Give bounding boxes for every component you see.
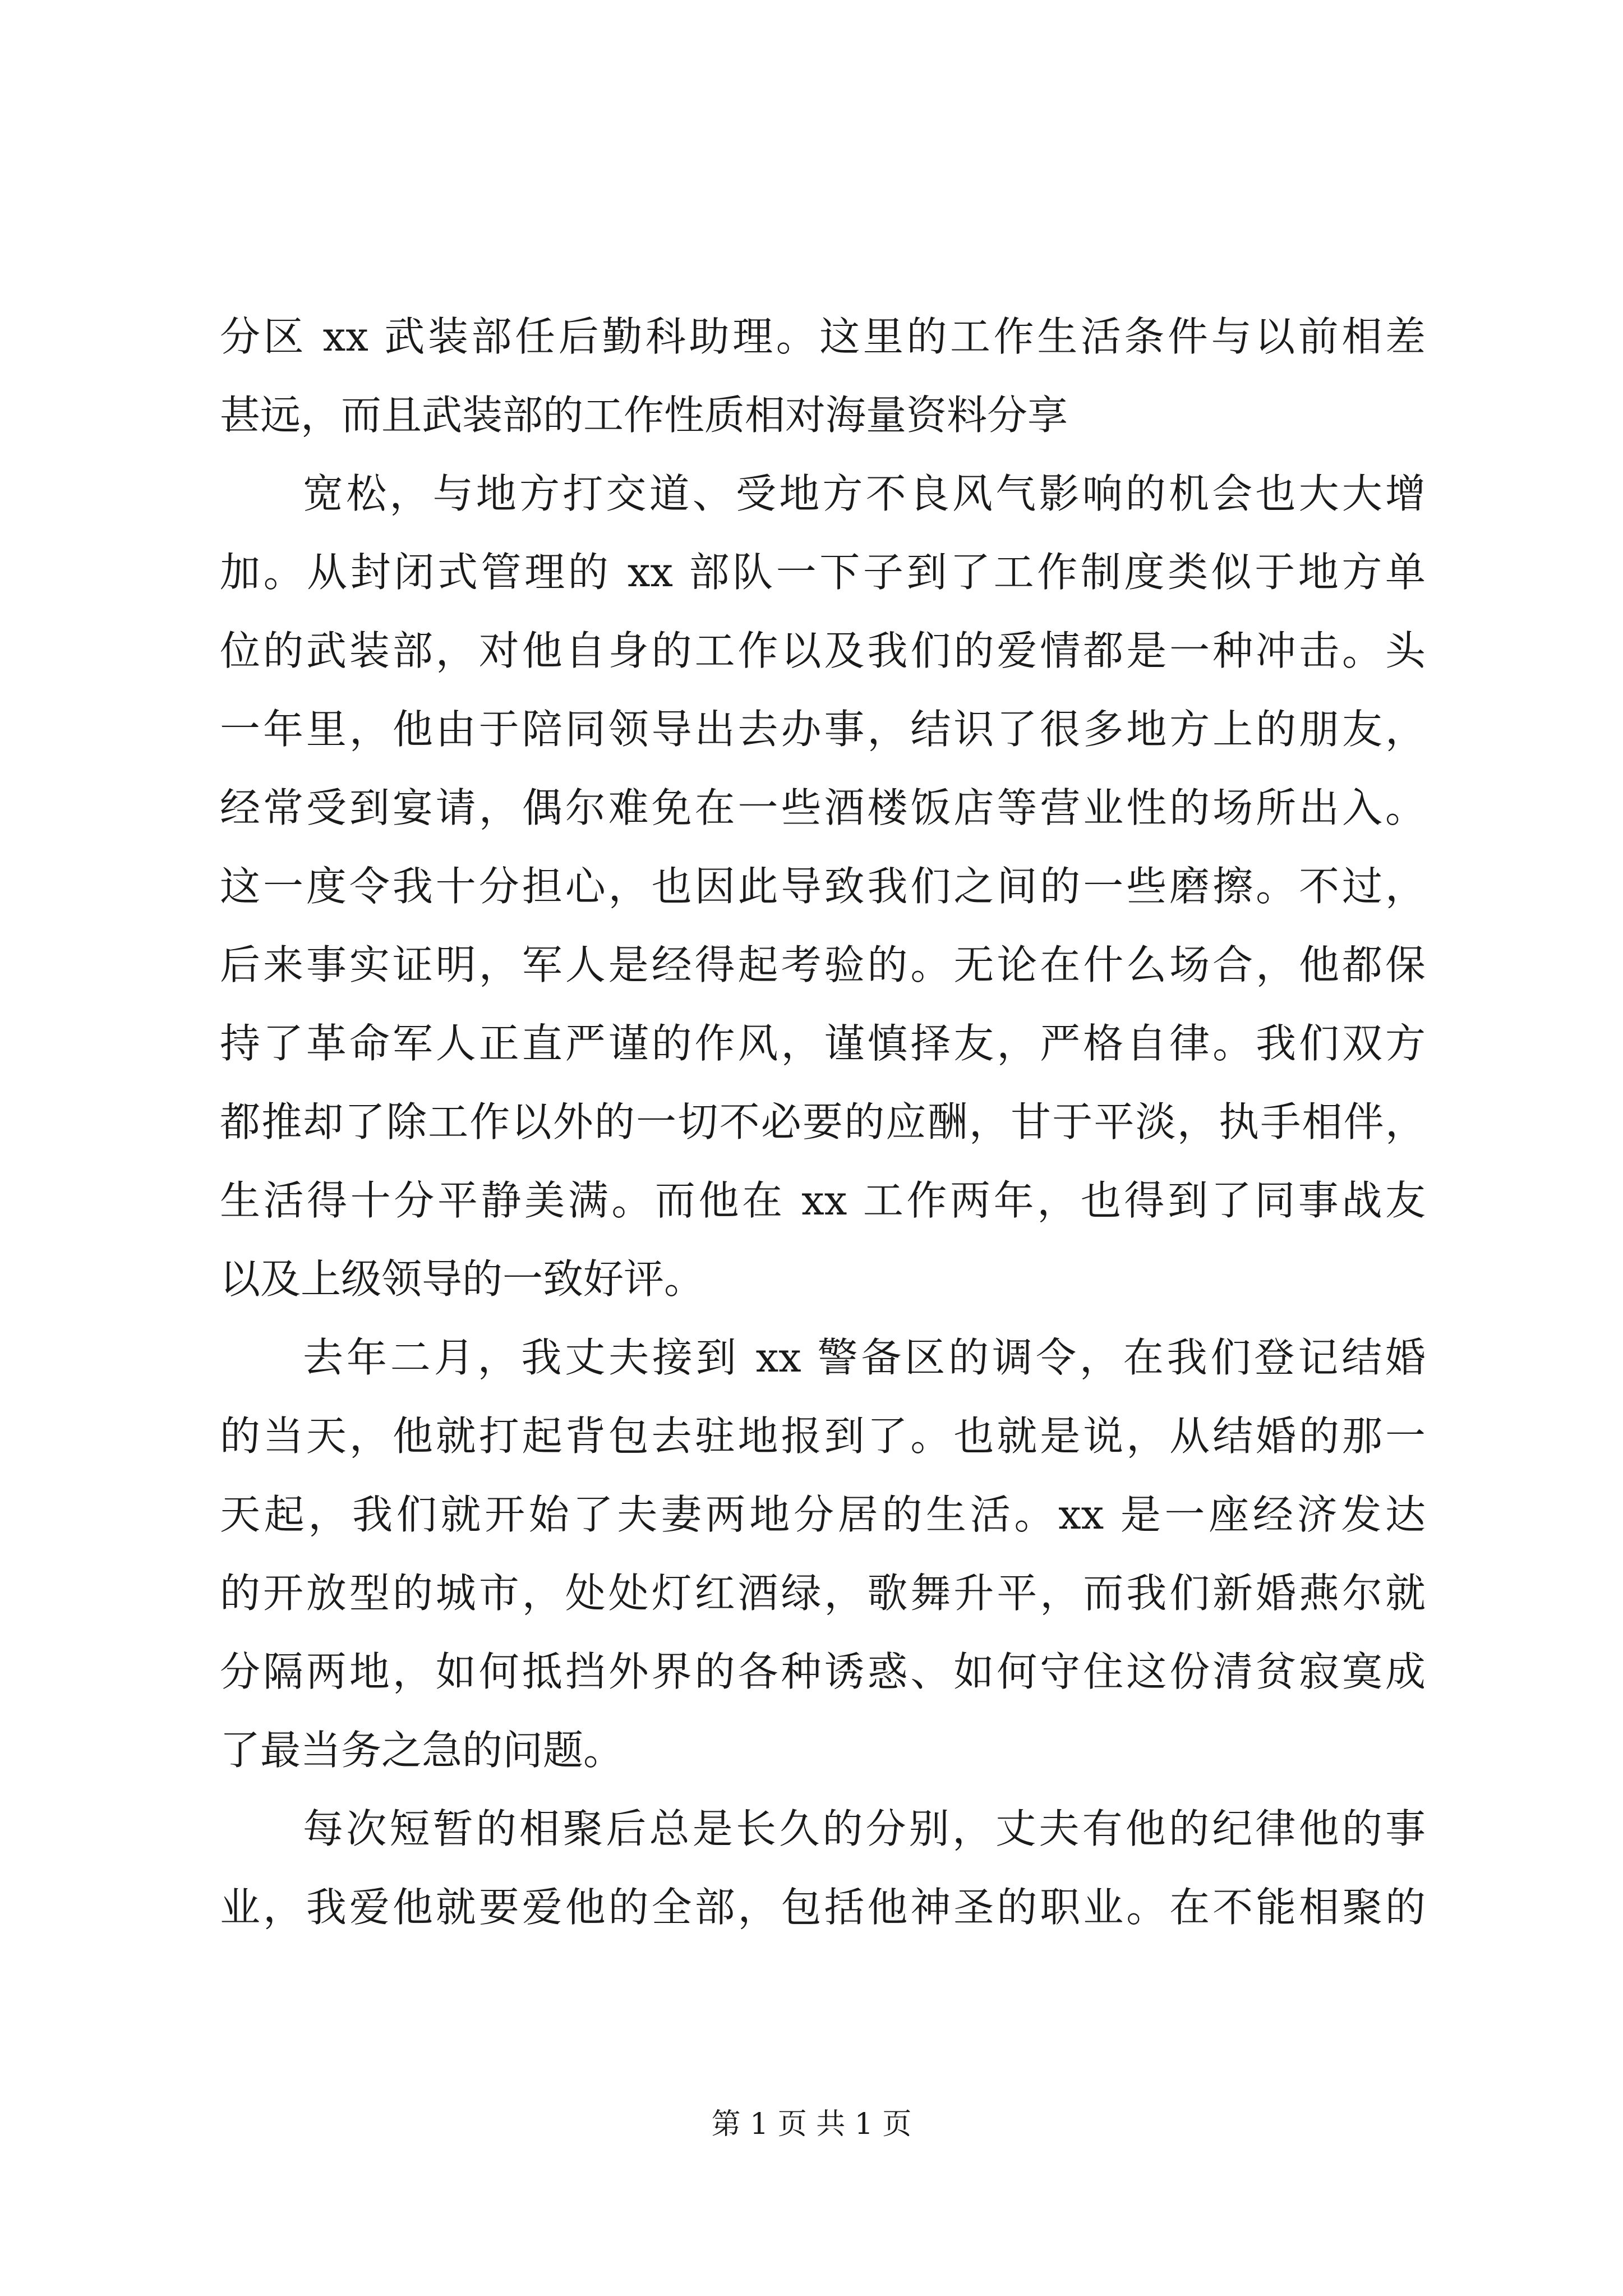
text-line: 以及上级领导的一致好评。 (220, 1255, 705, 1303)
paragraph-2 (220, 454, 1426, 1318)
text-line: 生活得十分平静美满。而他在 xx 工作两年，也得到了同事战友 (220, 1177, 1426, 1224)
text-line: 的开放型的城市，处处灯红酒绿，歌舞升平，而我们新婚燕尔就 (220, 1570, 1426, 1617)
text-line: 每次短暂的相聚后总是长久的分别，丈夫有他的纪律他的事 (303, 1805, 1426, 1852)
text-line: 都推却了除工作以外的一切不必要的应酬，甘于平淡，执手相伴， (220, 1098, 1426, 1145)
paragraph-3 (220, 1318, 1426, 1789)
paragraph-1 (220, 297, 1426, 454)
page-number-label: 第 1 页 共 1 页 (711, 2108, 912, 2141)
page-footer (0, 2105, 1623, 2144)
text-line: 一年里，他由于陪同领导出去办事，结识了很多地方上的朋友， (220, 706, 1426, 753)
text-line: 这一度令我十分担心，也因此导致我们之间的一些磨擦。不过， (220, 863, 1426, 910)
text-line: 后来事实证明，军人是经得起考验的。无论在什么场合，他都保 (220, 941, 1426, 988)
text-line: 甚远，而且武装部的工作性质相对海量资料分享 (220, 392, 1068, 439)
text-line: 分隔两地，如何抵挡外界的各种诱惑、如何守住这份清贫寂寞成 (220, 1648, 1426, 1695)
text-line: 的当天，他就打起背包去驻地报到了。也就是说，从结婚的那一 (220, 1412, 1426, 1460)
document-body (220, 297, 1426, 1947)
text-line: 加。从封闭式管理的 xx 部队一下子到了工作制度类似于地方单 (220, 549, 1426, 596)
text-line: 持了革命军人正直严谨的作风，谨慎择友，严格自律。我们双方 (220, 1020, 1426, 1067)
text-line: 业，我爱他就要爱他的全部，包括他神圣的职业。在不能相聚的 (220, 1884, 1426, 1931)
text-line: 宽松，与地方打交道、受地方不良风气影响的机会也大大增 (303, 470, 1426, 517)
text-line: 位的武装部，对他自身的工作以及我们的爱情都是一种冲击。头 (220, 627, 1426, 674)
text-line: 分区 xx 武装部任后勤科助理。这里的工作生活条件与以前相差 (220, 313, 1426, 360)
text-line: 天起，我们就开始了夫妻两地分居的生活。xx 是一座经济发达 (220, 1491, 1426, 1538)
text-line: 了最当务之急的问题。 (220, 1727, 624, 1774)
text-line: 经常受到宴请，偶尔难免在一些酒楼饭店等营业性的场所出入。 (220, 784, 1426, 831)
paragraph-4 (220, 1789, 1426, 1947)
text-line: 去年二月，我丈夫接到 xx 警备区的调令，在我们登记结婚 (303, 1334, 1426, 1381)
